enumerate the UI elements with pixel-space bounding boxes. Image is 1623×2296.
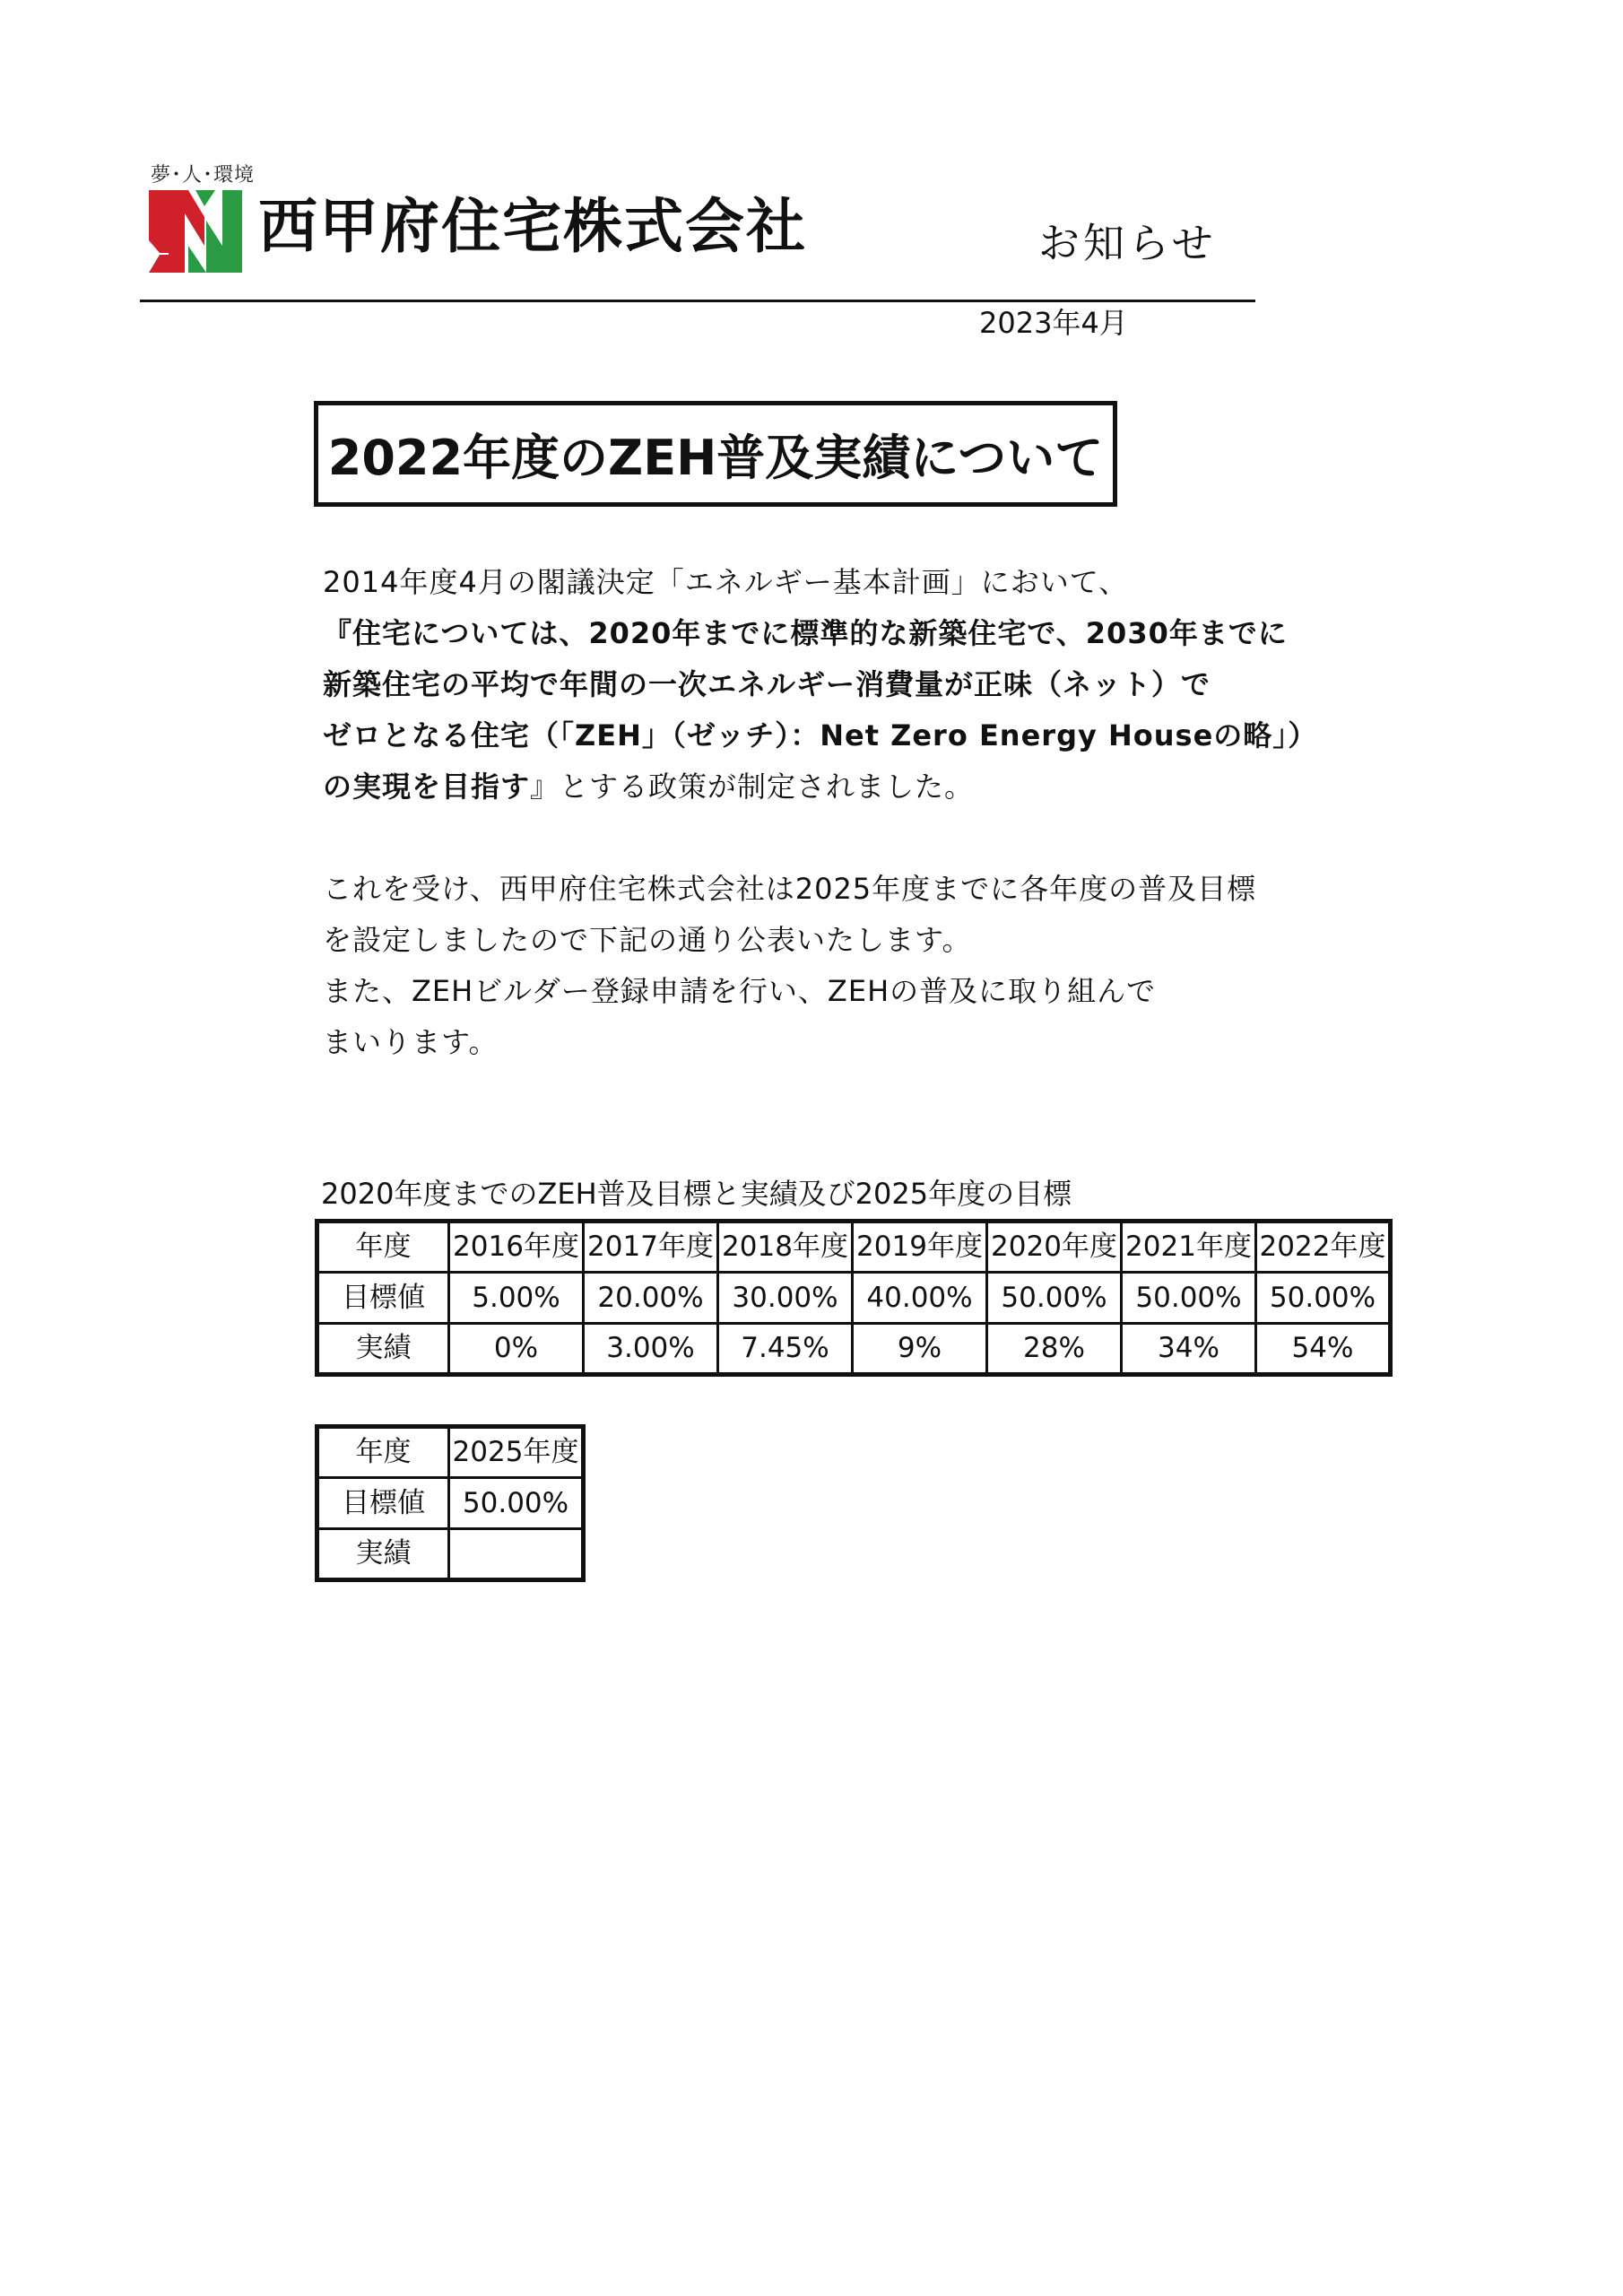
year-cell: 2020年度	[987, 1222, 1122, 1273]
year-cell: 2025年度	[449, 1427, 584, 1478]
result-cell: 34%	[1122, 1324, 1256, 1375]
target-cell: 50.00%	[987, 1273, 1122, 1324]
target-cell: 40.00%	[853, 1273, 987, 1324]
year-cell: 2016年度	[449, 1222, 584, 1273]
notice-label: お知らせ	[1038, 219, 1217, 267]
table-row-target	[317, 1273, 1391, 1324]
year-cell: 2019年度	[853, 1222, 987, 1273]
target-cell: 50.00%	[449, 1478, 584, 1529]
target-cell: 30.00%	[718, 1273, 853, 1324]
body-line-bold: 『住宅については、2020年までに標準的な新築住宅で、2030年までに	[323, 616, 1288, 650]
row-header-result: 実績	[317, 1324, 449, 1375]
result-cell: 28%	[987, 1324, 1122, 1375]
result-cell: 9%	[853, 1324, 987, 1375]
target-cell: 50.00%	[1256, 1273, 1391, 1324]
row-header-year: 年度	[317, 1427, 449, 1478]
body-line-bold: ゼロとなる住宅（「ZEH」（ゼッチ）：Net Zero Energy Houseの略」）	[323, 718, 1318, 752]
body-line: また、ZEHビルダー登録申請を行い、ZEHの普及に取り組んで	[323, 974, 1157, 1008]
row-header-result: 実績	[317, 1529, 449, 1580]
result-cell: 0%	[449, 1324, 584, 1375]
target-cell: 20.00%	[584, 1273, 718, 1324]
row-header-target: 目標値	[317, 1273, 449, 1324]
body-line-bold: 新築住宅の平均で年間の一次エネルギー消費量が正味（ネット）で	[323, 667, 1211, 701]
table-row-target	[317, 1478, 584, 1529]
result-cell: 54%	[1256, 1324, 1391, 1375]
table-row-year	[317, 1222, 1391, 1273]
table-row-result	[317, 1529, 584, 1580]
issue-date: 2023年4月	[979, 306, 1128, 340]
zeh-2025-target-table	[315, 1424, 586, 1582]
company-name: 西甲府住宅株式会社	[258, 192, 807, 261]
body-normal-fragment: 』とする政策が制定されました。	[530, 770, 975, 804]
company-tagline: 夢･人･環境	[151, 164, 256, 187]
body-line: まいります。	[323, 1025, 499, 1059]
target-cell: 50.00%	[1122, 1273, 1256, 1324]
year-cell: 2018年度	[718, 1222, 853, 1273]
row-header-target: 目標値	[317, 1478, 449, 1529]
year-cell: 2022年度	[1256, 1222, 1391, 1273]
body-bold-fragment: の実現を目指す	[323, 770, 531, 804]
table-row-year	[317, 1427, 584, 1478]
result-cell: 3.00%	[584, 1324, 718, 1375]
year-cell: 2017年度	[584, 1222, 718, 1273]
body-line: を設定しましたので下記の通り公表いたします。	[323, 923, 972, 957]
result-cell: 7.45%	[718, 1324, 853, 1375]
table-caption: 2020年度までのZEH普及目標と実績及び2025年度の目標	[321, 1177, 1072, 1211]
document-title: 2022年度のZEH普及実績について	[314, 401, 1117, 507]
zeh-results-table	[315, 1219, 1393, 1377]
result-cell	[449, 1529, 584, 1580]
company-logo-icon	[149, 190, 242, 273]
target-cell: 5.00%	[449, 1273, 584, 1324]
table-row-result	[317, 1324, 1391, 1375]
year-cell: 2021年度	[1122, 1222, 1256, 1273]
header-divider	[140, 300, 1255, 302]
body-line-mixed	[323, 770, 975, 804]
body-line: これを受け、西甲府住宅株式会社は2025年度までに各年度の普及目標	[323, 872, 1257, 906]
row-header-year: 年度	[317, 1222, 449, 1273]
body-line: 2014年度4月の閣議決定「エネルギー基本計画」において、	[323, 565, 1129, 599]
